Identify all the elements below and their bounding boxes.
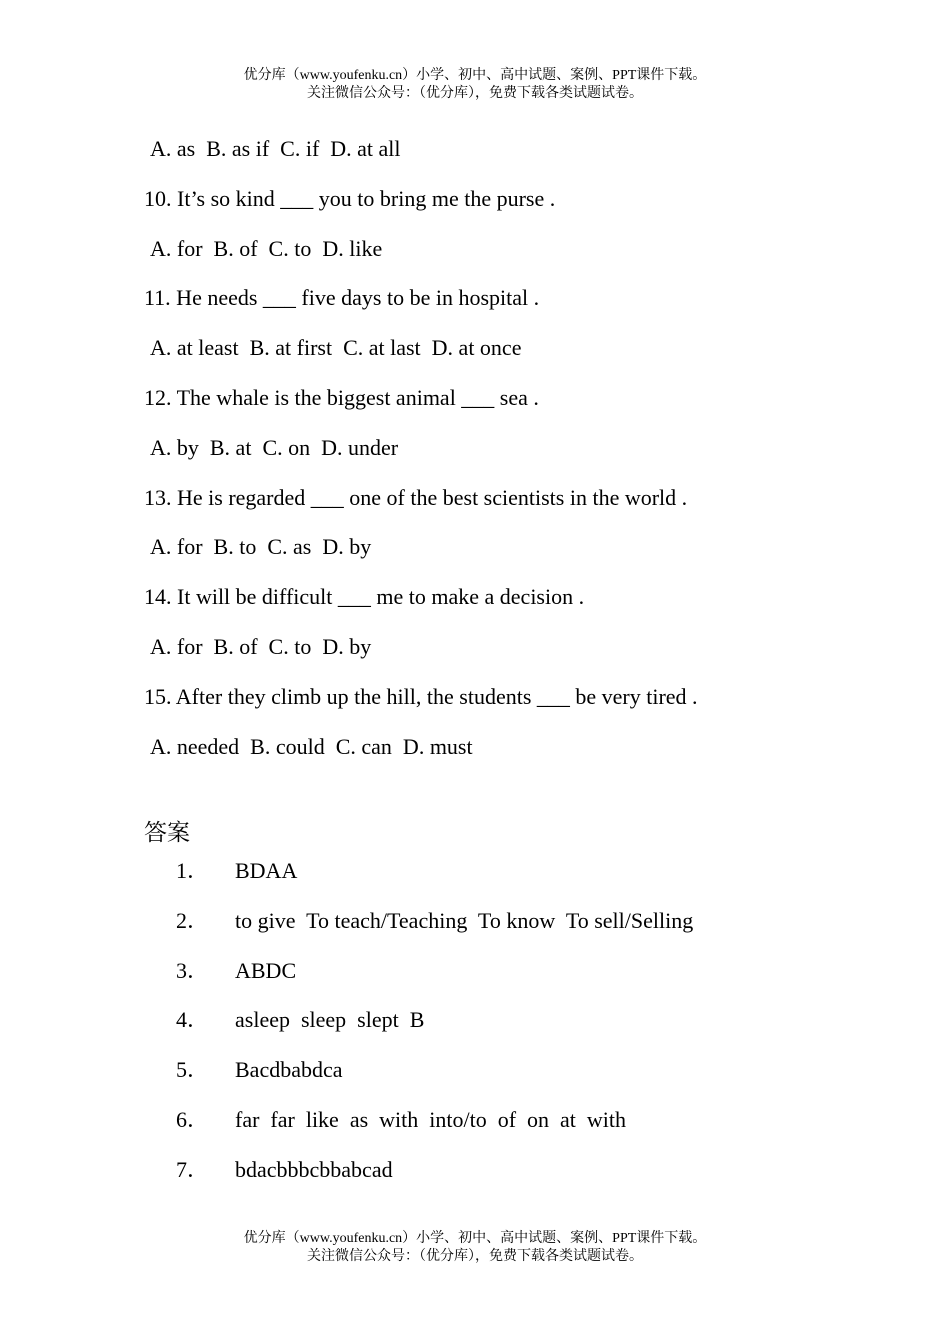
answer-text: bdacbbbcbbabcad — [235, 1156, 393, 1182]
answer-number: 1． — [176, 858, 210, 883]
answer-item — [176, 905, 876, 955]
answers-title: 答案 — [144, 820, 190, 845]
answer-item — [176, 1104, 876, 1154]
page-footer — [0, 1230, 950, 1266]
footer-line-2: 关注微信公众号：（优分库），免费下载各类试题试卷。 — [307, 1249, 643, 1264]
header-line-2: 关注微信公众号：（优分库），免费下载各类试题试卷。 — [307, 86, 643, 101]
answer-text: to give To teach/Teaching To know To sell/Selling — [235, 907, 694, 933]
option-line: A. for B. to C. as D. by — [150, 534, 372, 560]
question-line: 11. He needs ___ five days to be in hospital . — [144, 285, 540, 311]
answers-list — [176, 855, 876, 1204]
question-line: 10. It’s so kind ___ you to bring me the purse . — [144, 185, 556, 211]
page-header — [0, 67, 950, 103]
option-line: A. for B. of C. to D. like — [150, 235, 383, 261]
answer-number: 5． — [176, 1057, 210, 1083]
header-line-1: 优分库（www.youfenku.cn）小学、初中、高中试题、案例、PPT课件下载。 — [243, 68, 707, 83]
answer-item — [176, 855, 876, 905]
answer-text: ABDC — [235, 957, 297, 983]
answer-item — [176, 955, 876, 1005]
answer-item — [176, 1004, 876, 1054]
answer-number: 3． — [176, 957, 210, 983]
answer-text: BDAA — [235, 858, 298, 883]
question-line: 13. He is regarded ___ one of the best scientists in the world . — [144, 484, 688, 510]
footer-line-1: 优分库（www.youfenku.cn）小学、初中、高中试题、案例、PPT课件下载。 — [243, 1231, 707, 1246]
option-line: A. as B. as if C. if D. at all — [150, 136, 401, 161]
answer-text: asleep sleep slept B — [235, 1007, 425, 1033]
answer-text: far far like as with into/to of on at with — [235, 1106, 627, 1132]
option-line: A. by B. at C. on D. under — [150, 434, 399, 460]
question-line: 15. After they climb up the hill, the students ___ be very tired . — [144, 683, 698, 709]
answer-item — [176, 1154, 876, 1204]
option-line: A. for B. of C. to D. by — [150, 633, 372, 659]
answer-item — [176, 1054, 876, 1104]
answer-text: Bacdbabdca — [235, 1057, 343, 1083]
answer-number: 7． — [176, 1156, 210, 1182]
option-line: A. at least B. at first C. at last D. at once — [150, 335, 522, 361]
answer-number: 4． — [176, 1007, 210, 1033]
answer-number: 6． — [176, 1106, 210, 1132]
questions-section — [144, 133, 864, 780]
question-line: 12. The whale is the biggest animal ___ sea . — [144, 384, 539, 410]
option-line: A. needed B. could C. can D. must — [150, 733, 473, 759]
question-line: 14. It will be difficult ___ me to make a decision . — [144, 584, 585, 610]
answer-number: 2． — [176, 907, 210, 933]
